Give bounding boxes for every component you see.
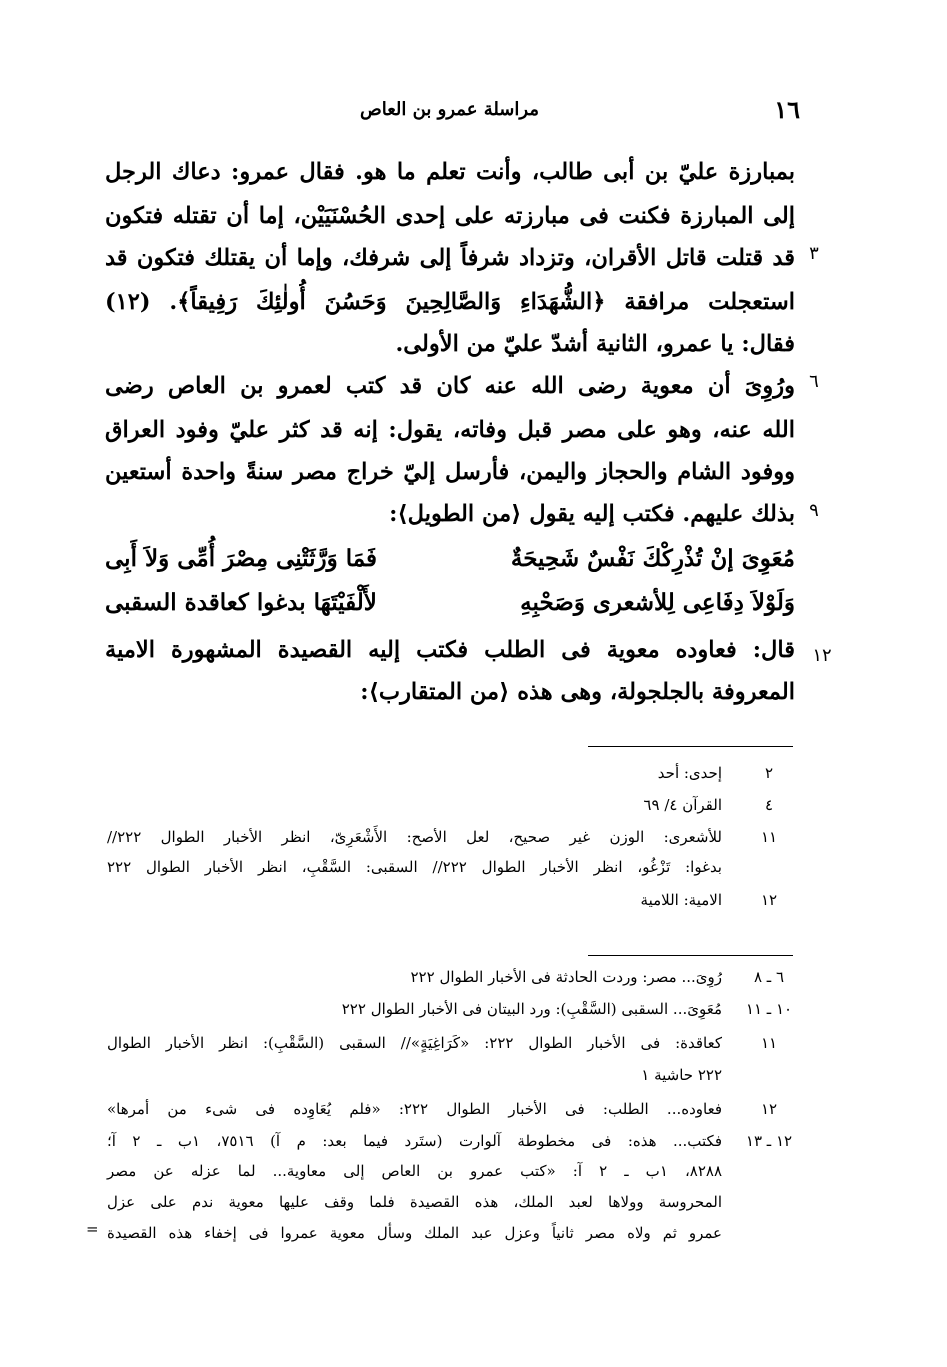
page-number: ١٦ (774, 95, 800, 124)
note-line-ref: ٤ (764, 796, 774, 814)
note-line-ref: ٦ ـ ٨ (753, 968, 785, 986)
text-line: قال: فعاوده معوية فى الطلب فكتب إليه القصيدة المشهورة الامية (105, 637, 795, 663)
text-line: قد قتلت قاتل الأقران، وتزداد شرفاً إلى شرفك، وإما أن يقتلك فتكون قد (105, 245, 795, 271)
verse-hemistich-first: وَلَوْلاَ دِفَاعِى لِلأشعرى وَصَحْبِهِ (520, 589, 795, 616)
note-text: عمرو ثم ولاه مصر ثانياً وعزل عبد الملك وسأل معوية عمروا فى إخفاء هذه القصيدة (107, 1224, 722, 1242)
note-text: ٨٢٨٨، ١ب ـ ٢ آ: «كتب عمرو بن العاص إلى معاوية... لما عزله عن مصر (107, 1162, 723, 1180)
text-line: المعروفة بالجلجولة، وهى هذه ⟨من المتقارب⟩: (360, 679, 795, 705)
note-text: فعاوده... الطلب: فى الأخبار الطوال ٢٢٢: «فلم يُعَاوِده فى شىء من أمرها» (107, 1100, 722, 1118)
running-title: مراسلة عمرو بن العاص (360, 99, 539, 120)
line-number: ٩ (809, 500, 819, 521)
line-number: ٦ (809, 371, 819, 392)
text-line: ورُوِىَ أن معوية رضى الله عنه كان قد كتب لعمرو بن العاص رضى (105, 373, 795, 399)
note-text: إحدى: أحد (657, 764, 722, 782)
text-line: فقال: يا عمرو، الثانية أشدّ عليّ من الأولى. (395, 331, 795, 357)
text-line: بمبارزة عليّ بن أبى طالب، وأنت تعلم ما هو. فقال عمرو: دعاك الرجل (105, 159, 795, 185)
verse-hemistich-second: لأَلْفَيْتَهَا بدغوا كعاقدة السقبى (105, 589, 377, 616)
note-line-ref: ١٢ (760, 891, 778, 909)
note-text: المحروسة وولاها لعبد الملك، هذه القصيدة فلما وقف عليها معوية ندم على عزل (107, 1193, 722, 1211)
note-text: بدغوا: تَزْغُو، انظر الأخبار الطوال ٢٢٢// السقبى: السَّقْبِ، انظر الأخبار الطوال ٢٢٢ (107, 858, 722, 876)
text-line: إلى المبارزة فكنت فى مبارزته على إحدى الحُسْنَيَيْن، إما أن تقتله فتكون (105, 203, 795, 229)
text-line: الله عنه، وهو على مصر قبل وفاته، يقول: إنه قد كثر عليّ وفود العراق (105, 417, 795, 443)
text-line: استعجلت مرافقة ﴿الشُّهَدَاءِ وَالصَّالِحِينَ وَحَسُنَ أُولٰئِكَ رَفِيقاً﴾. (١٢) (105, 289, 795, 315)
text-line: بذلك عليهم. فكتب إليه يقول ⟨من الطويل⟩: (389, 501, 795, 527)
line-number: ٣ (809, 243, 819, 264)
apparatus-rule (588, 746, 793, 747)
text-line: ووفود الشام والحجاز واليمن، فأرسل إليّ خراج مصر سنةً واحدة أستعين (105, 459, 795, 485)
line-number: ١٢ (812, 645, 832, 666)
note-text: للأشعرى: الوزن غير صحيح، لعل الأصح: الأَشْعَرِىّ، انظر الأخبار الطوال ٢٢٢// (107, 828, 722, 846)
note-text: القرآن ٤/ ٦٩ (643, 796, 722, 814)
note-line-ref: ١١ (760, 1034, 778, 1052)
note-line-ref: ١١ (760, 828, 778, 846)
note-line-ref: ١٠ ـ ١١ (745, 1000, 793, 1018)
note-text: رُوِىَ... مصر: وردت الحادثة فى الأخبار الطوال ٢٢٢ (410, 968, 722, 986)
note-text: ٢٢٢ حاشية ١ (641, 1066, 722, 1084)
continuation-mark: = (86, 1220, 99, 1238)
page-header (100, 95, 800, 135)
verse-hemistich-second: فَمَا وَرَّثَتْنِى مِصْرَ أُمِّى وَلاَ أَبِى (105, 545, 378, 572)
note-line-ref: ١٢ ـ ١٣ (745, 1132, 793, 1150)
note-text: الامية: اللامية (640, 891, 722, 909)
apparatus-rule (588, 955, 793, 956)
note-text: فكتب... هذه: فى مخطوطة آلوارت (ستَرد فيما بعد: م آ) ٧٥١٦، ١ب ـ ٢ آ؛ (107, 1132, 723, 1150)
note-line-ref: ١٢ (760, 1100, 778, 1118)
verse-hemistich-first: مُعَوِىَ إنْ تُذْرِكْكَ نَفْسٌ شَحِيحَةٌ (510, 545, 795, 572)
note-text: كعاقدة: فى الأخبار الطوال ٢٢٢: «كَرَاغِيَةٍ»// السقبى (السَّقْبِ): انظر الأخبار الطوال (107, 1034, 723, 1052)
note-line-ref: ٢ (764, 764, 774, 782)
note-text: مُعَوِىَ... السقبى (السَّقْبِ): ورد البيتان فى الأخبار الطوال ٢٢٢ (341, 1000, 722, 1018)
